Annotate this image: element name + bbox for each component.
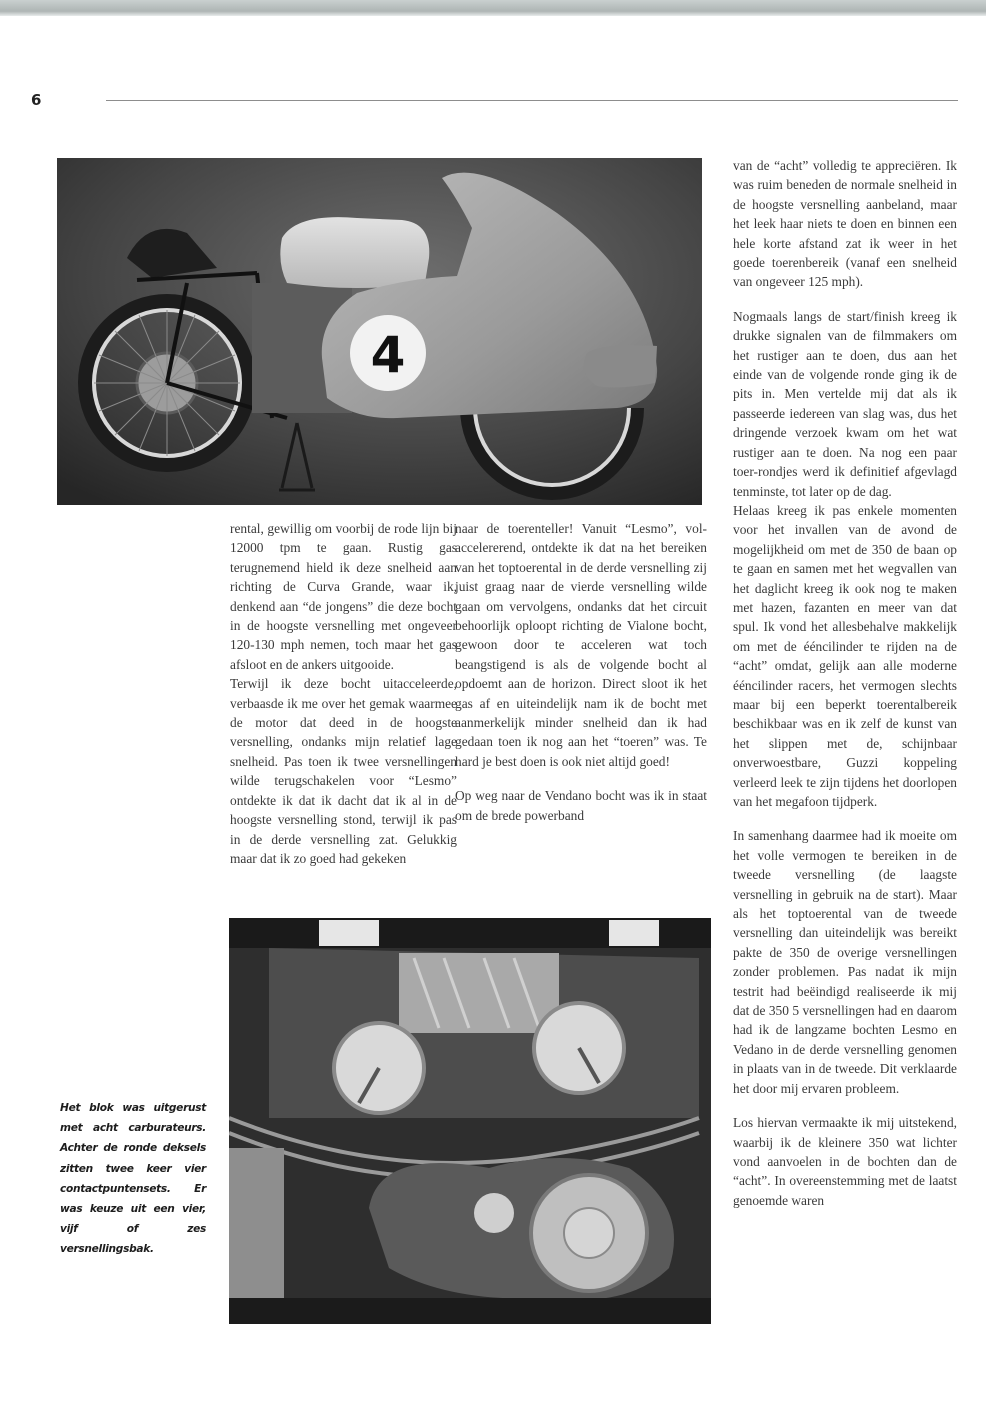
battery-box bbox=[229, 1148, 284, 1298]
header-rule bbox=[106, 100, 958, 101]
fuel-tank bbox=[280, 217, 429, 288]
scan-edge bbox=[0, 0, 986, 16]
paragraph: Los hiervan vermaakte ik mij uitstekend, waarbij ik de kleinere 350 wat lichter vond aanvoelen in de bochten dan de “acht”. In overeenstemming met de laatst genoemde waren bbox=[733, 1115, 957, 1208]
engine-photo bbox=[229, 918, 711, 1324]
paragraph: Terwijl ik deze bocht uitacceleerde, verbaasde ik me over het gemak waarmee de motor dat deed in de hoogste versnelling, ondanks mijn relatief lage snelheid. Pas toen ik twee versnellingen wilde terugschakelen voor “Lesmo” ontdekte ik dat ik dacht dat ik al in de hoogste versnelling stond, terwijl ik pas in de derde versnelling zat. Gelukkig maar dat ik zo goed had gekeken bbox=[230, 676, 457, 866]
engine-illustration bbox=[229, 918, 711, 1324]
page-number: 6 bbox=[31, 91, 42, 109]
paragraph: In samenhang daarmee had ik moeite om het volle vermogen te bereiken in de tweede versnelling (de laagste versnelling in gebruik na de start). Maar als het toptoerental van de tweede versnelling dan uiteindelijk was bereikt pakte de 350 de overige versnellingen zonder problemen. Pas nadat ik mijn testrit had beëindigd realiseerde ik mij dat de 350 5 versnellingen had en daarom had ik de langzame bochten Lesmo en Vedano in de derde versnelling genomen in plaats van in de tweede. Dit verklaarde het door mij ervaren probleem. bbox=[733, 828, 957, 1096]
inspection-cap bbox=[474, 1193, 514, 1233]
paragraph: van de “acht” volledig te appreciëren. Ik was ruim beneden de normale snelheid in de hoogste versnelling aanbeland, maar het leek haar niets te doen en binnen een hele korte afstand zat ik weer in het goede toerenbereik (vanaf een snelheid van ongeveer 125 mph). bbox=[733, 158, 957, 290]
motorcycle-photo bbox=[57, 158, 702, 505]
article-column-left bbox=[230, 519, 457, 868]
motorcycle-illustration bbox=[57, 158, 702, 505]
article-column-right bbox=[733, 156, 957, 1210]
paragraph: Nogmaals langs de start/finish kreeg ik drukke signalen van de filmmakers om het rustiger aan te doen, dus aan het einde van de volgende ronde ging ik de pits in. Men vertelde mij dat als ik passeerde iedereen van slag was, dus het dringende verzoek kwam om het wat rustiger aan te doen. Na nog een paar toer-rondjes werd ik definitief afgevlagd tenminste, tot later op de dag. bbox=[733, 308, 957, 499]
paragraph: rental, gewillig om voorbij de rode lijn bij 12000 tpm te gaan. Rustig gas terugnemend hield ik deze snelheid aan richting de Curva Grande, waar ik, denkend aan “de jongens” die deze bocht in de hoogste versnelling met ongeveer 120-130 mph nemen, toch maar het gas afsloot en de ankers uitgooide. bbox=[230, 521, 457, 672]
paragraph: Helaas kreeg ik pas enkele momenten voor het invallen van de avond de mogelijkheid om met de 350 de baan op te gaan en samen met het wegvallen van het daglicht kreeg ik ook nog te maken met hazen, fazanten en meer van dat spul. Ik vond het allesbehalve makkelijk om met de ééncilinder te rijden na de “acht” omdat, gelijk aan alle moderne ééncilinder racers, het vermogen slechts maar bij een beperkt toerentalbereik beschikbaar was en ik zelf de kunst van het slippen met de, schijnbaar onverwoestbare, Guzzi koppeling verleerd leek te zijn tijdens het doorlopen van het megafoon tijdperk. bbox=[733, 502, 957, 809]
paragraph: Op weg naar de Vendano bocht was ik in staat om de brede powerband bbox=[455, 788, 707, 823]
race-number: 4 bbox=[370, 326, 406, 384]
paragraph: naar de toerenteller! Vanuit “Lesmo”, vol-accelererend, ontdekte ik dat na het bereiken van het toptoerental in de derde versnelling zij juist graag naar de vierde versnelling wilde gaan om vervolgens, ondanks dat het circuit behoorlijk oploopt richting de Vialone bocht, gewoon door te acceleren wat toch beangstigend is als de volgende bocht al opdoemt aan de horizon. Direct sloot ik het gas af en uiteindelijk nam ik de bocht met aanmerkelijk minder snelheid dan ik had gedaan toen ik nog aan het “toeren” was. Te hard je best doen is ook niet altijd goed! bbox=[455, 521, 707, 769]
article-column-middle bbox=[455, 519, 707, 825]
fairing-scoop bbox=[584, 345, 657, 387]
photo-caption: Het blok was uitgerust met acht carburateurs. Achter de ronde deksels zitten twee keer vier contactpuntensets. Er was keuze uit een vier, vijf of zes versnellingsbak. bbox=[60, 1102, 206, 1256]
